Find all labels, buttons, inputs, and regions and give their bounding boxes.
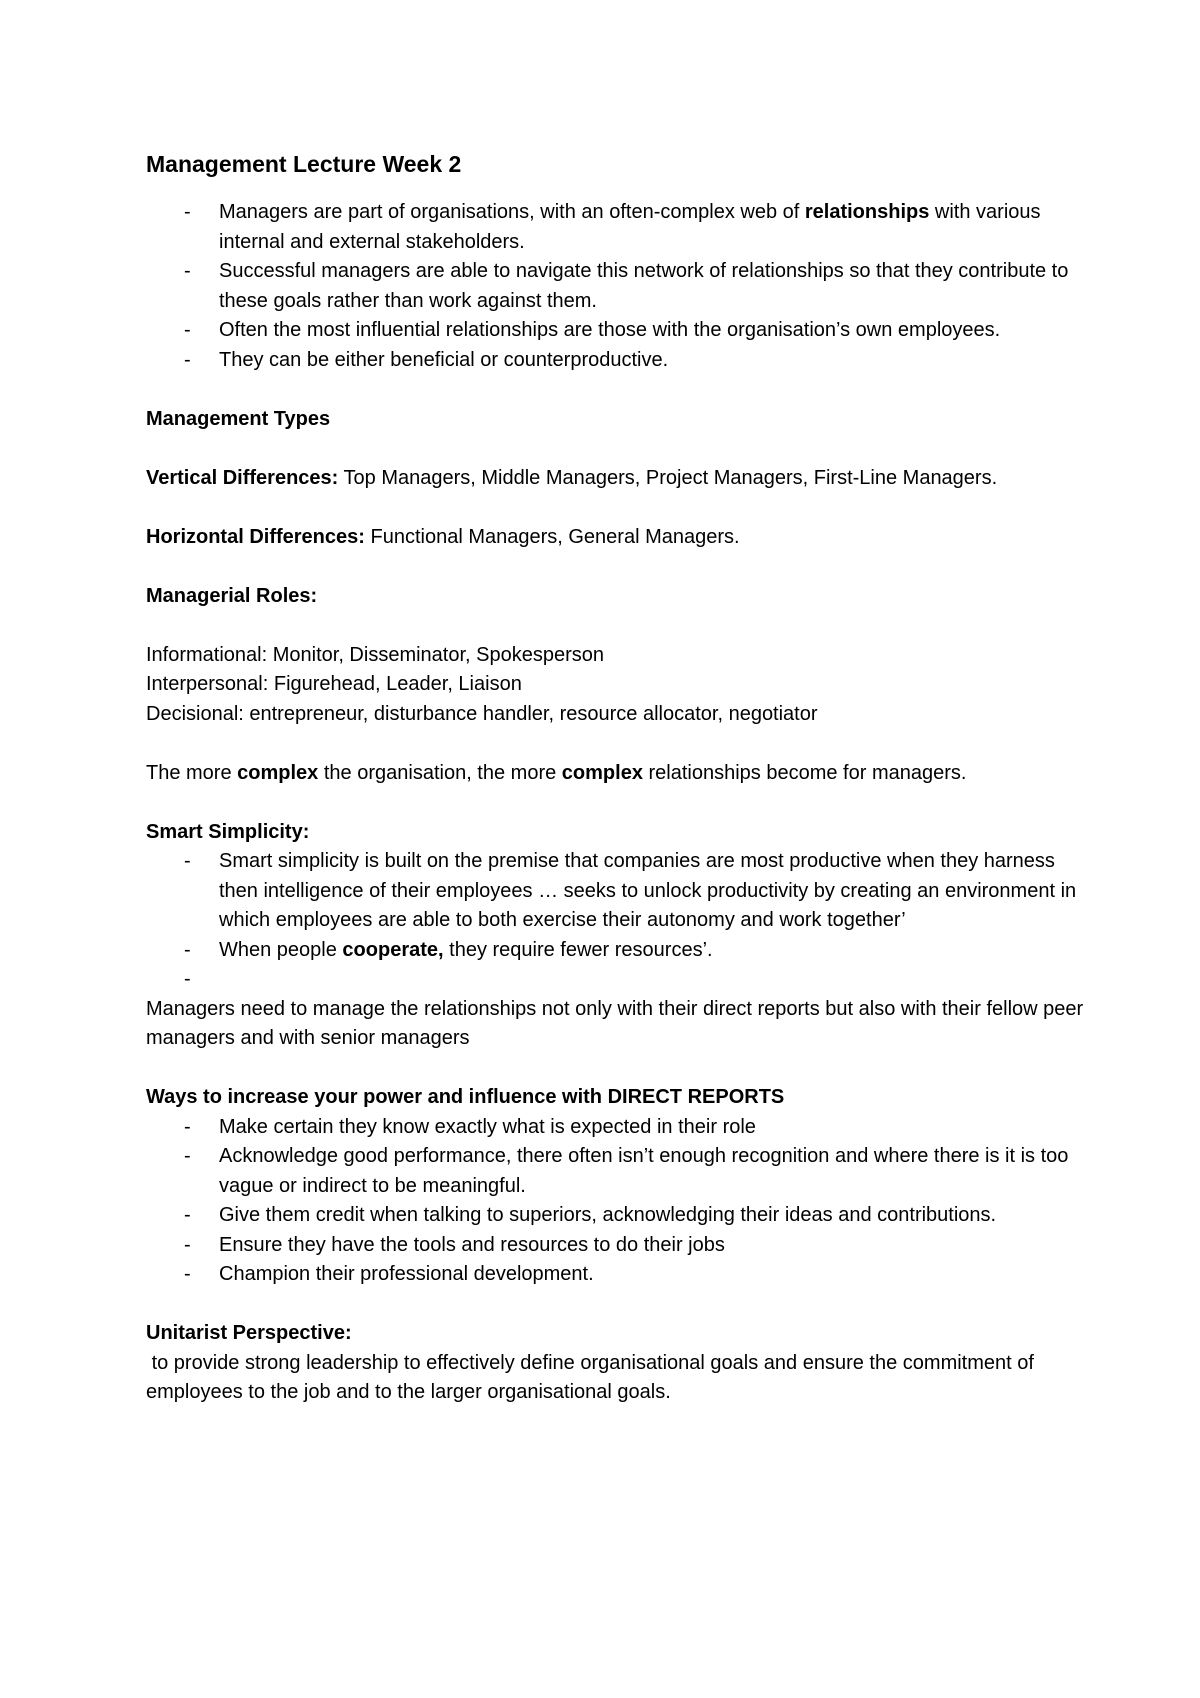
intro-bullet [146,198,1086,257]
smart-simplicity-bullet [146,847,1086,936]
direct-reports-bullet: - Ensure they have the tools and resources to do their jobs [146,1231,1086,1261]
horizontal-differences-paragraph [146,523,1086,553]
vertical-differences-paragraph [146,464,1086,494]
spacer [146,493,1086,523]
direct-reports-bullet: - Champion their professional development. [146,1260,1086,1290]
intro-bullet-list [146,198,1086,375]
spacer [146,1290,1086,1320]
direct-reports-bullet: - Acknowledge good performance, there often isn’t enough recognition and where there is it is too vague or indirect to be meaningful. [146,1142,1086,1201]
direct-reports-bullet: - Give them credit when talking to superiors, acknowledging their ideas and contributions. [146,1201,1086,1231]
management-types-heading: Management Types [146,407,331,430]
bold-text: complex [237,761,319,784]
spacer [146,1054,1086,1084]
direct-reports-bullet: - Make certain they know exactly what is expected in their role [146,1113,1086,1143]
vertical-differences-label: Vertical Differences: [146,466,339,489]
paragraph-text: relationships become for managers. [642,761,967,784]
role-interpersonal: Interpersonal: Figurehead, Leader, Liaison [146,673,522,695]
document-content [146,148,1086,1408]
bullet-text: with various internal and external stakeholders. [219,201,1041,253]
role-informational: Informational: Monitor, Disseminator, Spokesperson [146,643,604,666]
smart-simplicity-bullet [146,936,1086,966]
bullet-bold-text: relationships [804,201,930,223]
smart-simplicity-empty-bullet [146,965,1086,995]
intro-bullet [146,346,1086,376]
bullet-text: When people [219,938,343,961]
intro-bullet [146,316,1086,346]
spacer [146,611,1086,641]
spacer [146,788,1086,818]
paragraph-text: The more [146,761,238,784]
managerial-roles-heading: Managerial Roles: [146,584,318,607]
spacer [146,552,1086,582]
unitarist-heading: Unitarist Perspective: [146,1322,352,1344]
document-title: Management Lecture Week 2 [146,151,462,177]
bullet-text: Often the most influential relationships are those with the organisation’s own employees. [219,319,1001,341]
smart-simplicity-bullet-list [146,847,1086,995]
managers-relationships-paragraph: Managers need to manage the relationships not only with their direct reports but also with their fellow peer managers and with senior managers [146,997,1084,1049]
unitarist-paragraph: to provide strong leadership to effectively define organisational goals and ensure the commitment of employees to the job and to the larger organisational goals. [146,1351,1040,1403]
smart-simplicity-heading: Smart Simplicity: [146,820,310,843]
complexity-paragraph [146,759,1086,789]
spacer [146,375,1086,405]
bold-text: complex [561,761,643,784]
bullet-bold-text: cooperate, [342,938,444,961]
spacer [146,729,1086,759]
bullet-text: Smart simplicity is built on the premise that companies are most productive when they harness then intelligence of their employees … seeks to unlock productivity by creating an environment in which employees are able to both exercise their autonomy and work together’ [219,850,1077,931]
bullet-text: Managers are part of organisations, with an often-complex web of [219,201,805,223]
vertical-differences-text: Top Managers, Middle Managers, Project Managers, First-Line Managers. [338,466,998,489]
spacer [146,434,1086,464]
bullet-text: They can be either beneficial or counterproductive. [219,348,669,371]
bullet-text: Successful managers are able to navigate this network of relationships so that they contribute to these goals rather than work against them. [219,260,1069,312]
direct-reports-bullet-list [146,1113,1086,1290]
paragraph-text: the organisation, the more [318,761,562,784]
horizontal-differences-text: Functional Managers, General Managers. [364,525,740,548]
intro-bullet [146,257,1086,316]
direct-reports-heading: Ways to increase your power and influence with DIRECT REPORTS [146,1086,785,1108]
horizontal-differences-label: Horizontal Differences: [146,525,365,548]
role-decisional: Decisional: entrepreneur, disturbance handler, resource allocator, negotiator [146,702,818,725]
bullet-text: they require fewer resources’. [443,938,713,961]
